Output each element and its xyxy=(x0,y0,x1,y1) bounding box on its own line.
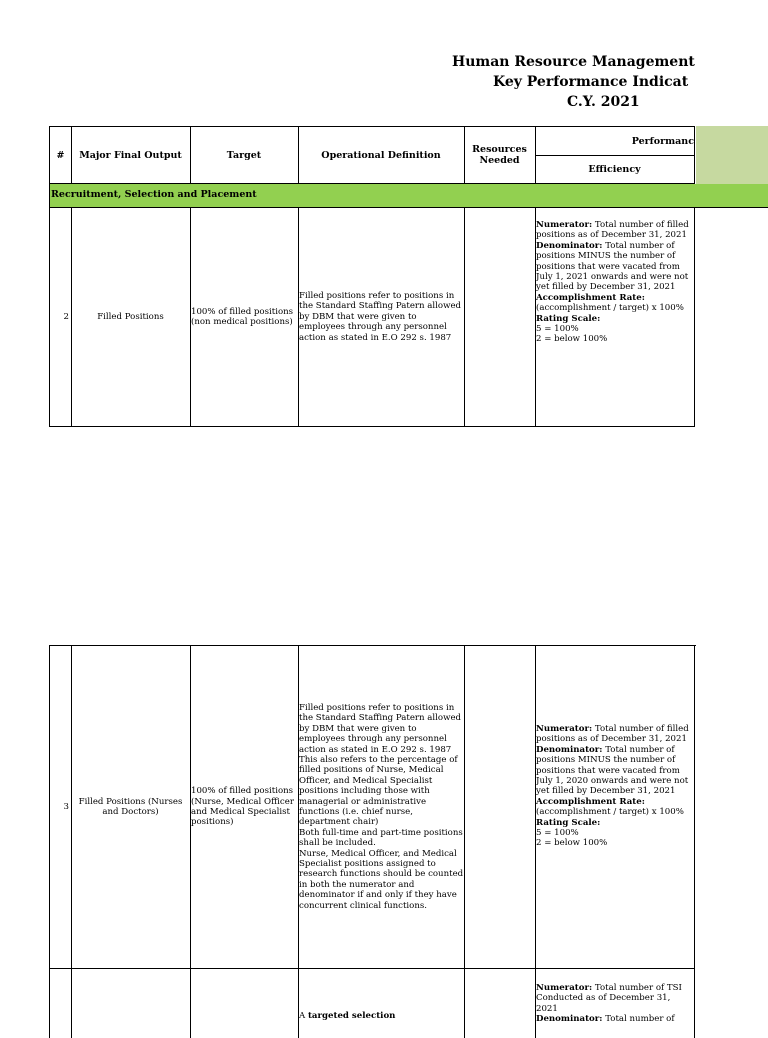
title-line-3: C.Y. 2021 xyxy=(567,94,640,110)
col-header-performance-group xyxy=(535,126,768,184)
row-mfo: Filled Positions (Nurses and Doctors) xyxy=(71,646,191,969)
accomplishment-rate-text: (accomplishment / target) x 100% xyxy=(536,303,684,314)
numerator-label: Numerator: xyxy=(536,220,593,230)
row-mfo xyxy=(71,968,191,1038)
row-target xyxy=(190,968,299,1038)
col-header-efficiency: Efficiency xyxy=(535,155,695,184)
table-row xyxy=(49,208,696,427)
accomplishment-rate-label: Accomplishment Rate: xyxy=(536,292,645,303)
document-title xyxy=(430,52,768,112)
row-efficiency xyxy=(535,968,695,1038)
col-header-mfo: Major Final Output xyxy=(71,126,191,184)
definition-prefix: A xyxy=(299,1011,308,1021)
accomplishment-rate-text: (accomplishment / target) x 100% xyxy=(536,807,684,818)
table-row xyxy=(49,968,696,1038)
row-mfo: Filled Positions xyxy=(71,208,191,427)
numerator-label: Numerator: xyxy=(536,724,593,734)
denominator-label: Denominator: xyxy=(536,240,603,251)
row-resources xyxy=(464,968,536,1038)
denominator-label: Denominator: xyxy=(536,1014,603,1025)
numerator-text: Total number of TSI Conducted as of December 31, 2021 xyxy=(536,983,682,1014)
table-header xyxy=(49,126,768,184)
row-resources xyxy=(464,646,536,969)
row-efficiency xyxy=(535,208,695,427)
numerator-text: Total number of filled positions as of December 31, 2021 xyxy=(536,220,689,241)
row-number: 3 xyxy=(49,646,72,969)
rating-scale-label: Rating Scale: xyxy=(536,313,601,324)
row-target: 100% of filled positions (Nurse, Medical Officer and Medical Specialist positions) xyxy=(190,646,299,969)
definition-bold: targeted selection xyxy=(307,1011,396,1021)
section-header: Recruitment, Selection and Placement xyxy=(49,184,768,208)
row-efficiency xyxy=(535,646,695,969)
title-line-1: Human Resource Management xyxy=(452,54,695,70)
col-header-resources: Resources Needed xyxy=(464,126,536,184)
col-header-num: # xyxy=(49,126,72,184)
row-definition xyxy=(298,968,465,1038)
denominator-text: Total number of positions MINUS the number of positions that were vacated from July 1, 2021 onwards and were not yet filled by December 31, 2021 xyxy=(536,240,689,293)
col-header-target: Target xyxy=(190,126,299,184)
denominator-label: Denominator: xyxy=(536,744,603,755)
col-header-definition: Operational Definition xyxy=(298,126,465,184)
denominator-text: Total number of xyxy=(602,1014,675,1025)
numerator-label: Numerator: xyxy=(536,983,593,993)
rating-scale-5: 5 = 100% xyxy=(536,324,579,335)
rating-scale-2: 2 = below 100% xyxy=(536,334,608,345)
row-number: 2 xyxy=(49,208,72,427)
accomplishment-rate-label: Accomplishment Rate: xyxy=(536,796,645,807)
row-number xyxy=(49,968,72,1038)
row-resources xyxy=(464,208,536,427)
denominator-text: Total number of positions MINUS the number of positions that were vacated from July 1, 2020 onwards and were not yet filled by December 31, 2021 xyxy=(536,744,689,797)
row-target: 100% of filled positions (non medical positions) xyxy=(190,208,299,427)
col-header-performance: Performanc xyxy=(535,126,695,156)
rating-scale-2: 2 = below 100% xyxy=(536,838,608,849)
row-definition: Filled positions refer to positions in the Standard Staffing Patern allowed by DBM that were given to employees through any personnel action as stated in E.O 292 s. 1987 xyxy=(298,208,465,427)
rating-scale-5: 5 = 100% xyxy=(536,828,579,839)
row-definition: Filled positions refer to positions in the Standard Staffing Patern allowed by DBM that were given to employees through any personnel action as stated in E.O 292 s. 1987 This also refers to the percentage of filled positions of Nurse, Medical Officer, and Medical Specialist positions including those with managerial or administrative functions (i.e. chief nurse, department chair) Both full-time and part-time positions shall be included. Nurse, Medical Officer, and Medical Specialist positions assigned to research functions should be counted in both the numerator and denominator if and only if they have concurrent clinical functions. xyxy=(298,646,465,969)
rating-scale-label: Rating Scale: xyxy=(536,817,601,828)
title-line-2: Key Performance Indicat xyxy=(493,74,689,90)
numerator-text: Total number of filled positions as of December 31, 2021 xyxy=(536,724,689,745)
table-row xyxy=(49,645,696,969)
